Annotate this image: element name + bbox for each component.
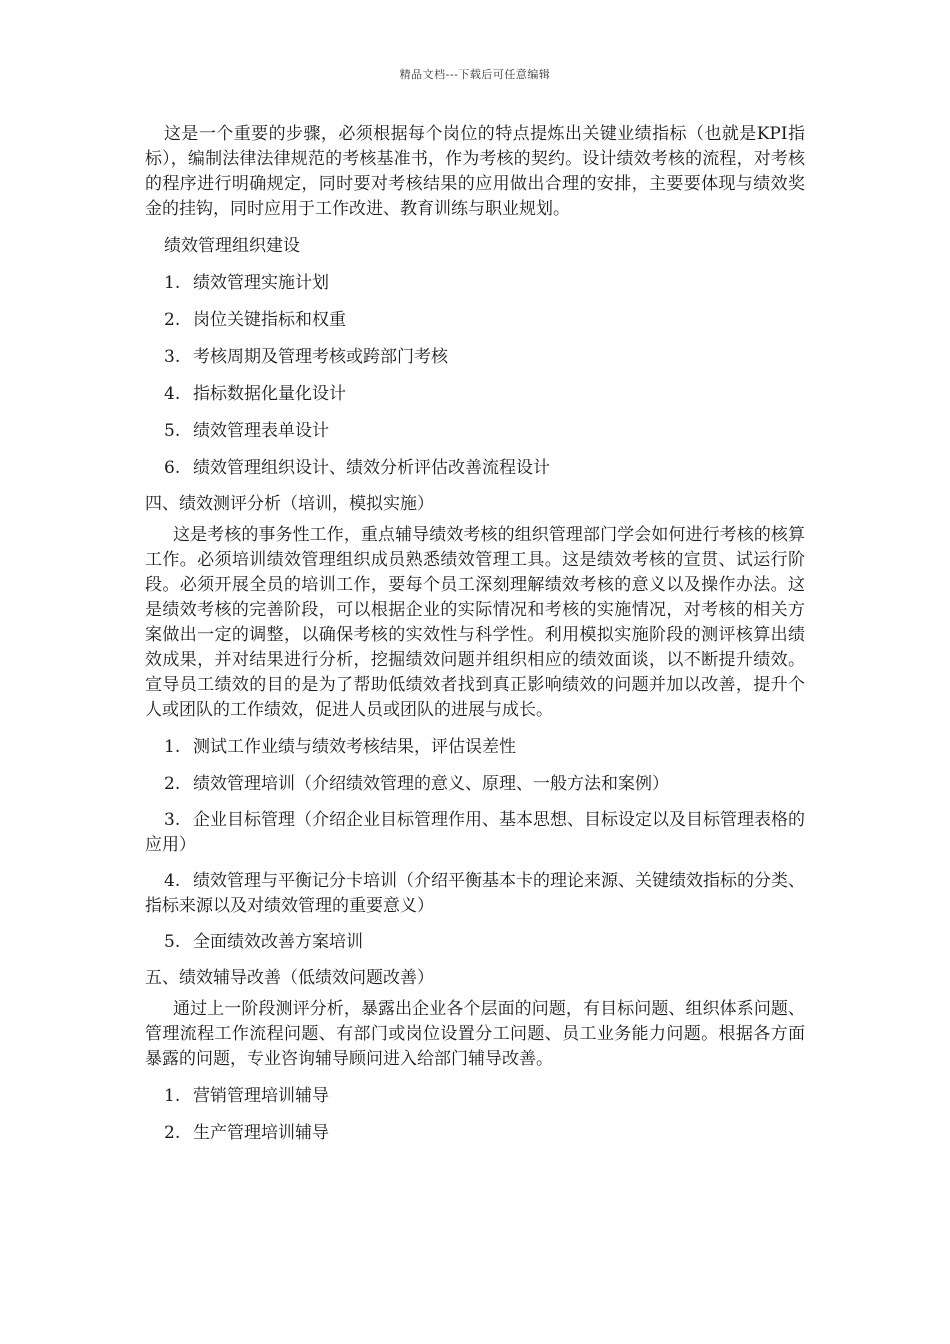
list-org-building (145, 271, 805, 481)
list-item: 2. 绩效管理培训（介绍绩效管理的意义、原理、一般方法和案例） (164, 774, 669, 794)
list-item: 6. 绩效管理组织设计、绩效分析评估改善流程设计 (164, 458, 550, 478)
list-item: 5. 全面绩效改善方案培训 (164, 932, 363, 952)
list-item: 3. 企业目标管理（介绍企业目标管理作用、基本思想、目标设定以及目标管理表格的应用） (145, 810, 805, 855)
page-header: 精品文档---下载后可任意编辑 (399, 68, 551, 81)
paragraph-kpi: 这是一个重要的步骤，必须根据每个岗位的特点提炼出关键业绩指标（也就是KPI指标），编制法律法律规范的考核基准书，作为考核的契约。设计绩效考核的流程，对考核的程序进行明确规定，同时要对考核结果的应用做出合理的安排，主要要体现与绩效奖金的挂钩，同时应用于工作改进、教育训练与职业规划。 (145, 124, 805, 219)
org-building-title: 绩效管理组织建设 (164, 236, 300, 256)
list-coaching (145, 1084, 805, 1146)
list-item: 3. 考核周期及管理考核或跨部门考核 (164, 347, 448, 367)
paragraph-evaluation: 这是考核的事务性工作，重点辅导绩效考核的组织管理部门学会如何进行考核的核算工作。必须培训绩效管理组织成员熟悉绩效管理工具。这是绩效考核的宣贯、试运行阶段。必须开展全员的培训工作，要每个员工深刻理解绩效考核的意义以及操作办法。这是绩效考核的完善阶段，可以根据企业的实际情况和考核的实施情况，对考核的相关方案做出一定的调整，以确保考核的实效性与科学性。利用模拟实施阶段的测评核算出绩效成果，并对结果进行分析，挖掘绩效问题并组织相应的绩效面谈，以不断提升绩效。宣导员工绩效的目的是为了帮助低绩效者找到真正影响绩效的问题并加以改善，提升个人或团队的工作绩效，促进人员或团队的进展与成长。 (145, 525, 805, 720)
list-item: 5. 绩效管理表单设计 (164, 421, 329, 441)
list-item: 2. 生产管理培训辅导 (164, 1123, 329, 1143)
list-item: 4. 指标数据化量化设计 (164, 384, 346, 404)
paragraph-improvement: 通过上一阶段测评分析，暴露出企业各个层面的问题，有目标问题、组织体系问题、管理流程工作流程问题、有部门或岗位设置分工问题、员工业务能力问题。根据各方面暴露的问题，专业咨询辅导顾问进入给部门辅导改善。 (145, 999, 805, 1069)
list-item: 4. 绩效管理与平衡记分卡培训（介绍平衡基本卡的理论来源、关键绩效指标的分类、指标来源以及对绩效管理的重要意义） (145, 871, 805, 916)
list-item: 2. 岗位关键指标和权重 (164, 310, 346, 330)
document-body (145, 122, 805, 1146)
list-item: 1. 营销管理培训辅导 (164, 1086, 329, 1106)
list-item: 1. 绩效管理实施计划 (164, 273, 329, 293)
list-item: 1. 测试工作业绩与绩效考核结果，评估误差性 (164, 737, 516, 757)
section-title-4: 四、绩效测评分析（培训，模拟实施） (145, 494, 434, 514)
section-title-5: 五、绩效辅导改善（低绩效问题改善） (145, 968, 434, 988)
list-training (145, 735, 805, 955)
